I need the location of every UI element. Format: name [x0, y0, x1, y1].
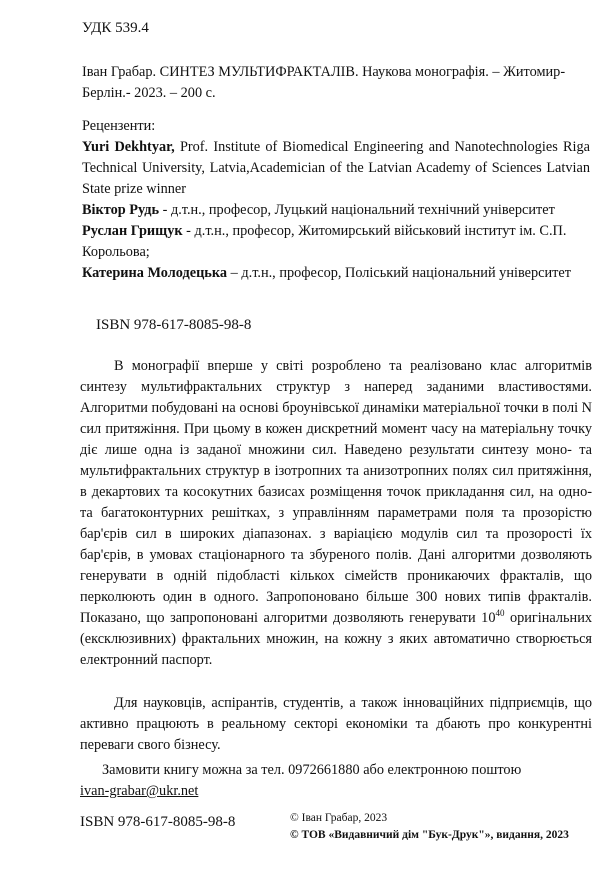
- reviewer-details: Prof. Institute of Biomedical Engineering and Nanotechnologies Riga Technical University, Latvia,Academician of the Latvian Academy of Sciences Latvian State prize winner: [82, 139, 590, 197]
- reviewer-details: - д.т.н., професор, Луцький національний технічний університет: [159, 202, 555, 218]
- email-link[interactable]: ivan-grabar@ukr.net: [80, 783, 199, 799]
- reviewer-entry: [82, 200, 590, 221]
- copyright-block: [290, 810, 600, 844]
- isbn-top: ISBN 978-617-8085-98-8: [96, 317, 252, 333]
- reviewer-name: Катерина Молодецька: [82, 265, 228, 281]
- reviewer-name: Віктор Рудь: [82, 202, 160, 218]
- reviewer-name: Руслан Грищук: [82, 223, 183, 239]
- reviewer-details: - д.т.н., професор, Житомирський військовий інститут ім. С.П. Корольова;: [82, 223, 567, 260]
- bibliographic-description: Іван Грабар. СИНТЕЗ МУЛЬТИФРАКТАЛІВ. Наукова монографія. – Житомир-Берлін.- 2023. – 200 с.: [82, 64, 566, 101]
- isbn-bottom: ISBN 978-617-8085-98-8: [80, 814, 236, 830]
- abstract-exponent: 40: [495, 608, 505, 619]
- audience-text: Для науковців, аспірантів, студентів, а також інноваційних підприємців, що активно працюють в реальному секторі економіки та дбають про конкурентні переваги свого бізнесу.: [80, 695, 592, 753]
- abstract-text-end: оригінальних (ексклюзивних) фрактальних множин, на кожну з яких автоматично створюється електронний паспорт.: [80, 610, 592, 668]
- order-text: Замовити книгу можна за тел. 0972661880 або електронною поштою: [102, 762, 522, 778]
- reviewer-entry: [82, 263, 590, 284]
- reviewer-name: Yuri Dekhtyar,: [82, 139, 175, 155]
- abstract-paragraph: [80, 356, 592, 671]
- abstract-text: В монографії вперше у світі розроблено та реалізовано клас алгоритмів синтезу мультифрактальних структур з наперед заданими властивостями. Алгоритми побудовані на основі броунівської динаміки матеріальної точки в полі N сил притяжіння. При цьому в кожен дискретний момент часу на матеріальну точку діє лише одна із заданої множини сил. Наведено результати синтезу моно- та мультифрактальних структур в ізотропних та анизотропних полях сил притяжіння, в декартових та косокутних базисах розміщення точок прикладання сил, на одно- та багатоконтурних решітках, з управлінням параметрами поля та прозорістю бар'єрів сил в широких діапазонах. з варіацією модулів сил та прозорості їх бар'єрів, в умовах стаціонарного та збуреного полів. Дані алгоритми дозволяють генерувати в одній підобласті кількох сімейств проникаючих фракталів, що перколюють один в одного. Запропоновано більше 300 нових типів фракталів. Показано, що запропоновані алгоритми дозволяють генерувати 10: [80, 358, 592, 626]
- reviewer-entry: [82, 221, 590, 263]
- reviewer-entry: [82, 137, 590, 200]
- order-info: [80, 760, 592, 802]
- copyright-author: © Іван Грабар, 2023: [290, 812, 388, 824]
- reviewers-heading: Рецензенти:: [82, 118, 156, 134]
- reviewer-details: – д.т.н., професор, Поліський національний університет: [227, 265, 571, 281]
- udk-code: УДК 539.4: [82, 20, 149, 36]
- copyright-publisher: © ТОВ «Видавничий дім "Бук-Друк"», видання, 2023: [290, 829, 569, 841]
- audience-paragraph: [80, 693, 592, 756]
- reviewers-section: [82, 116, 590, 284]
